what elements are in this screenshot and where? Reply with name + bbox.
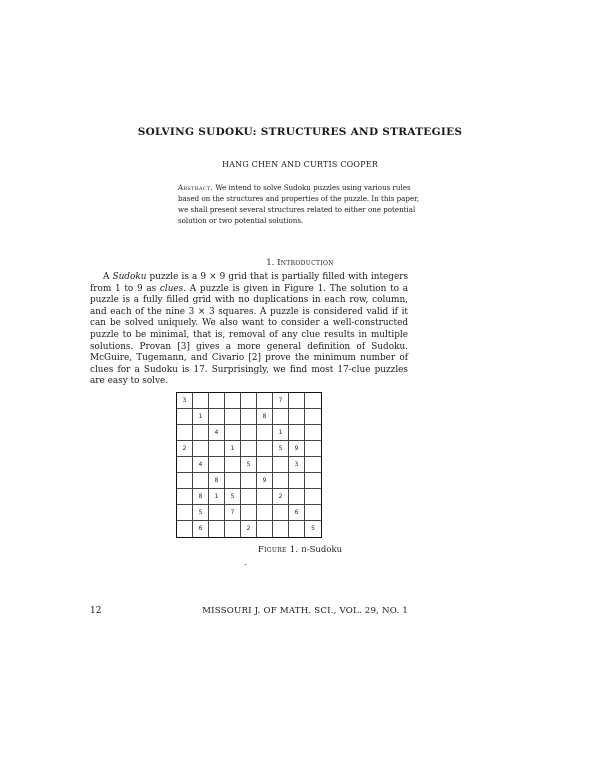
grid-cell (257, 505, 273, 521)
clues-term: clues (159, 283, 184, 294)
running-footer: MISSOURI J. OF MATH. SCI., VOL. 29, NO. 1 (202, 606, 408, 616)
grid-cell (209, 409, 225, 425)
grid-cell: 5 (273, 441, 289, 457)
grid-cell (209, 505, 225, 521)
grid-cell (241, 441, 257, 457)
intro-text-3: . A puzzle is given in Figure 1. The solution to a puzzle is a fully filled grid with no duplications in each row, column, and each of the nine 3 × 3 squares. A puzzle is considered valid if it can be solved uniquely. We also want to consider a well-constructed puzzle to be minimal, that is, removal of any clue results in multiple solutions. Provan [3] gives a more general definition of Sudoku. McGuire, Tugemann, and Civario [2] prove the minimum number of clues for a Sudoku is 17. Surprisingly, we find most 17-clue puzzles are easy to solve. (90, 283, 408, 387)
grid-cell (193, 425, 209, 441)
figure-caption (0, 545, 600, 555)
grid-cell: 6 (193, 521, 209, 537)
paper-title: SOLVING SUDOKU: STRUCTURES AND STRATEGIES (137, 126, 463, 138)
grid-cell (225, 473, 241, 489)
grid-cell (305, 425, 321, 441)
grid-cell: 6 (289, 505, 305, 521)
grid-cell (305, 505, 321, 521)
grid-cell (257, 393, 273, 409)
grid-cell (289, 473, 305, 489)
grid-cell: 5 (241, 457, 257, 473)
grid-cell (177, 505, 193, 521)
grid-cell (177, 425, 193, 441)
grid-cell: 8 (209, 473, 225, 489)
grid-cell (225, 521, 241, 537)
grid-cell (305, 489, 321, 505)
grid-cell: 3 (289, 457, 305, 473)
abstract-text: We intend to solve Sudoku puzzles using various rules based on the structures and properties of the puzzle. In this paper, we shall present several structures related to either one potential solution or two potential solutions. (178, 183, 420, 225)
grid-cell (257, 441, 273, 457)
grid-cell (305, 473, 321, 489)
grid-cell (241, 393, 257, 409)
grid-cell (273, 457, 289, 473)
grid-cell: 1 (209, 489, 225, 505)
grid-cell: 2 (241, 521, 257, 537)
grid-cell: 9 (257, 473, 273, 489)
trailing-mark: . (244, 558, 247, 567)
grid-cell: 5 (193, 505, 209, 521)
grid-cell (177, 409, 193, 425)
grid-cell: 2 (177, 441, 193, 457)
intro-text-1: A (103, 272, 113, 282)
grid-cell (177, 473, 193, 489)
grid-cell (257, 425, 273, 441)
grid-cell: 5 (311, 526, 315, 532)
grid-cell (289, 521, 305, 537)
grid-cell: 7 (273, 393, 289, 409)
grid-cell: 4 (193, 457, 209, 473)
grid-cell (273, 505, 289, 521)
grid-cell: 5 (225, 489, 241, 505)
grid-cell: 1 (273, 425, 289, 441)
section-number: 1. (266, 258, 275, 268)
grid-cell (241, 473, 257, 489)
grid-cell (257, 489, 273, 505)
grid-cell (289, 393, 305, 409)
sudoku-figure (176, 392, 322, 538)
grid-cell (193, 393, 209, 409)
grid-cell: 2 (273, 489, 289, 505)
grid-cell: 8 (193, 489, 209, 505)
intro-text-2: puzzle is a 9 × 9 grid that is partially filled with integers from 1 to 9 as (90, 272, 408, 294)
grid-cell (177, 489, 193, 505)
grid-cell: 4 (209, 425, 225, 441)
grid-cell (225, 393, 241, 409)
section-heading (0, 258, 600, 268)
page-number: 12 (90, 606, 102, 616)
grid-cell (289, 425, 305, 441)
grid-cell: 1 (225, 441, 241, 457)
grid-cell (289, 409, 305, 425)
grid-cell (241, 489, 257, 505)
grid-cell (225, 457, 241, 473)
abstract (178, 182, 422, 226)
figure-label: Figure 1. (257, 545, 299, 555)
sudoku-term: Sudoku (112, 272, 147, 282)
grid-cell (241, 409, 257, 425)
grid-cell (305, 393, 321, 409)
grid-cell (289, 489, 305, 505)
grid-cell (225, 409, 241, 425)
grid-cell (257, 521, 273, 537)
figure-title: π-Sudoku (298, 545, 343, 555)
paper-authors: HANG CHEN AND CURTIS COOPER (221, 160, 379, 169)
sudoku-grid (177, 393, 321, 537)
grid-cell (273, 473, 289, 489)
grid-cell: 1 (193, 409, 209, 425)
grid-cell (257, 457, 273, 473)
grid-cell (209, 457, 225, 473)
grid-cell (225, 425, 241, 441)
grid-cell: 9 (289, 441, 305, 457)
grid-cell (177, 521, 193, 537)
intro-paragraph (90, 272, 408, 388)
grid-cell: 7 (225, 505, 241, 521)
abstract-label: Abstract. (178, 183, 214, 192)
grid-cell (209, 393, 225, 409)
grid-cell (193, 473, 209, 489)
grid-cell (241, 425, 257, 441)
grid-cell (273, 409, 289, 425)
grid-cell (273, 521, 289, 537)
grid-cell (305, 441, 321, 457)
grid-cell: 3 (177, 393, 193, 409)
grid-cell (209, 521, 225, 537)
grid-cell (305, 409, 321, 425)
grid-cell (209, 441, 225, 457)
grid-cell (305, 457, 321, 473)
section-title: Introduction (277, 258, 334, 268)
grid-cell: 8 (257, 409, 273, 425)
grid-cell (241, 505, 257, 521)
grid-cell (193, 441, 209, 457)
grid-cell (177, 457, 193, 473)
